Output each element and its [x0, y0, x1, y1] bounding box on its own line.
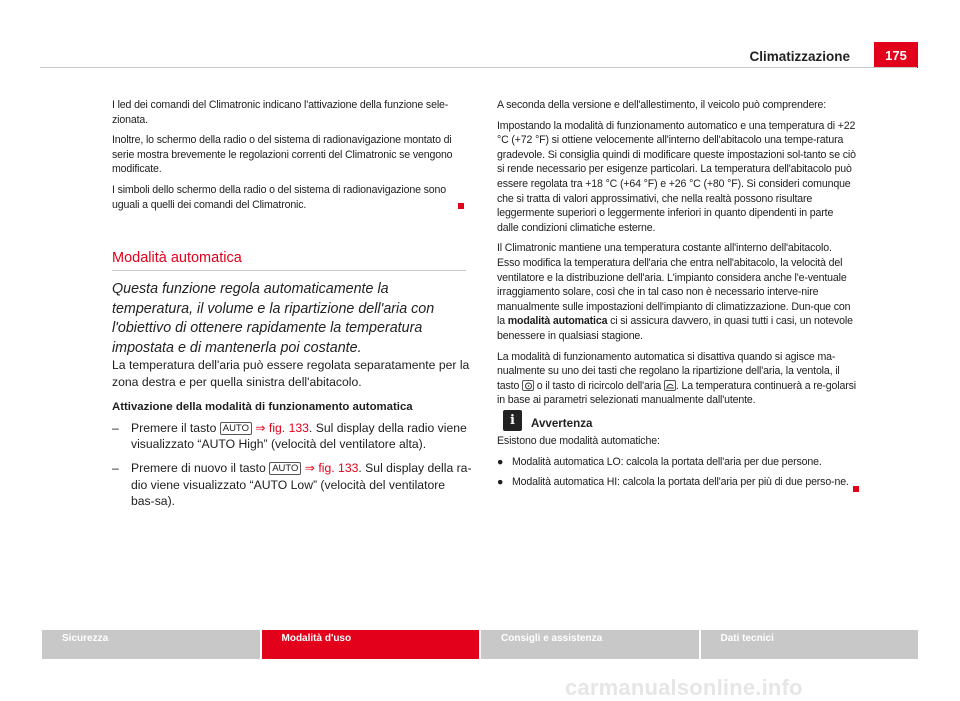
item-text: . Sul display della radio viene visualizzato “AUTO High” (velocità del ventilatore alta).: [131, 420, 467, 452]
item-text: Premere il tasto: [131, 420, 220, 435]
note-body: [497, 434, 857, 490]
note-header: [503, 410, 857, 431]
auto-key: AUTO: [220, 422, 252, 435]
text-run: Il Climatronic mantiene una temperatura costante all'interno dell'abitacolo. Esso modifica la temperatura dell'aria che entra nell'abitacolo, la velocità del ventilatore e la distribuzione dell'aria. L'impianto considera anche l'e-ventuale irraggiamento solare, così che in tal caso non è necessario interve-nire manualmente sulle impostazioni dell'impianto di climatizzazione. Dun-que con la: [497, 242, 851, 328]
left-column-intro: [112, 98, 466, 218]
item-text: Premere di nuovo il tasto: [131, 460, 270, 475]
paragraph: Inoltre, lo schermo della radio o del sistema di radionavigazione montato di serie mostra brevemente le regolazioni correnti del Climatronic se vengono modificate.: [112, 134, 453, 176]
watermark: carmanualsonline.info: [565, 675, 803, 700]
bold-text: modalità automatica: [507, 315, 608, 328]
figure-link[interactable]: ⇒ fig. 133: [301, 460, 359, 475]
note-box: [497, 410, 857, 496]
bullet-dot: ●: [497, 455, 504, 468]
right-column: [497, 98, 857, 414]
bullet-dot: ●: [497, 476, 504, 489]
subheading: Attivazione della modalità di funzionamento automatica: [112, 401, 413, 414]
section-title: Modalità automatica: [112, 250, 242, 266]
text-run: ci si assicura davvero, in quasi tutti i casi, un notevole benessere in qualsiasi stagione.: [497, 315, 853, 342]
bullet-item: [497, 455, 857, 470]
note-title: Avvertenza: [531, 417, 593, 430]
lead-paragraph: Questa funzione regola automaticamente la temperatura, il volume e la ripartizione dell'aria con l'obiettivo di ottenere rapidamente la temperatura impostata e di mantenerla poi costante.: [112, 281, 435, 356]
fan-key-icon: [522, 380, 534, 391]
section-end-marker: [458, 203, 464, 209]
paragraph: I simboli dello schermo della radio o del sistema di radionavigazione sono uguali a quelli dei comandi del Climatronic.: [112, 183, 446, 211]
footer-tab-dati-tecnici[interactable]: Dati tecnici: [701, 630, 919, 659]
page-header-title: Climatizzazione: [749, 49, 850, 64]
text-run: . La temperatura continuerà a re-golarsi in base ai parametri selezionati manualmente dall'utente.: [497, 379, 856, 407]
footer-tab-sicurezza[interactable]: Sicurezza: [42, 630, 260, 659]
bullet-text: Modalità automatica HI: calcola la portata dell'aria per più di due perso-ne.: [512, 476, 849, 489]
item-text: . Sul display della ra-dio viene visualizzato “AUTO Low” (velocità del ventilatore bas-sa).: [131, 460, 472, 509]
footer-tab-consigli-assistenza[interactable]: Consigli e assistenza: [481, 630, 699, 659]
footer-tab-modalita-uso[interactable]: Modalità d'uso: [262, 630, 480, 659]
intro-paragraph: La temperatura dell'aria può essere regolata separatamente per la zona destra e per quella sinistra dell'abitacolo.: [112, 358, 470, 389]
text-run: La modalità di funzionamento automatica si disattiva quando si agisce ma-nualmente su uno dei tasti che regolano la ripartizione dell'aria, la ventola, il tasto: [497, 350, 840, 392]
info-icon: i: [503, 410, 522, 431]
text-run: o il tasto di ricircolo dell'aria: [534, 379, 664, 392]
paragraph: I led dei comandi del Climatronic indicano l'attivazione della funzione sele-zionata.: [112, 99, 449, 126]
bullet-text: Modalità automatica LO: calcola la portata dell'aria per due persone.: [512, 455, 822, 468]
left-column-body: [112, 357, 472, 517]
bullet-item: [497, 475, 857, 490]
figure-link[interactable]: ⇒ fig. 133: [251, 420, 309, 435]
footer-navigation: [42, 630, 918, 659]
page-number: 175: [874, 42, 918, 68]
list-item: [112, 420, 472, 453]
list-item: [112, 460, 472, 510]
section-divider: [112, 270, 466, 271]
dash-bullet: –: [112, 460, 119, 475]
auto-key: AUTO: [269, 462, 301, 475]
recirculation-key-icon: [664, 380, 676, 391]
section-end-marker: [853, 486, 859, 492]
paragraph: [497, 241, 857, 343]
paragraph: Impostando la modalità di funzionamento automatico e una temperatura di +22 °C (+72 °F) si ottiene velocemente all'interno dell'abitacolo una tempe-ratura gradevole. Si consiglia quindi di modificare queste impostazioni sol-tanto se ciò si rende necessario per esigenze particolari. La temperatura dell'abitacolo può essere regolata tra +18 °C (+64 °F) e +26 °C (+80 °F). Si consideri comunque che si tratta di valori approssimativi, che nella realtà possono risultare leggermente superiori o leggermente inferiori in quanto dipendenti in parte dalle condizioni climatiche esterne.: [497, 119, 856, 234]
header-divider: [40, 67, 917, 68]
paragraph: A seconda della versione e dell'allestimento, il veicolo può comprendere:: [497, 99, 827, 111]
note-intro: Esistono due modalità automatiche:: [497, 435, 660, 447]
paragraph: [497, 350, 857, 408]
dash-bullet: –: [112, 420, 119, 435]
